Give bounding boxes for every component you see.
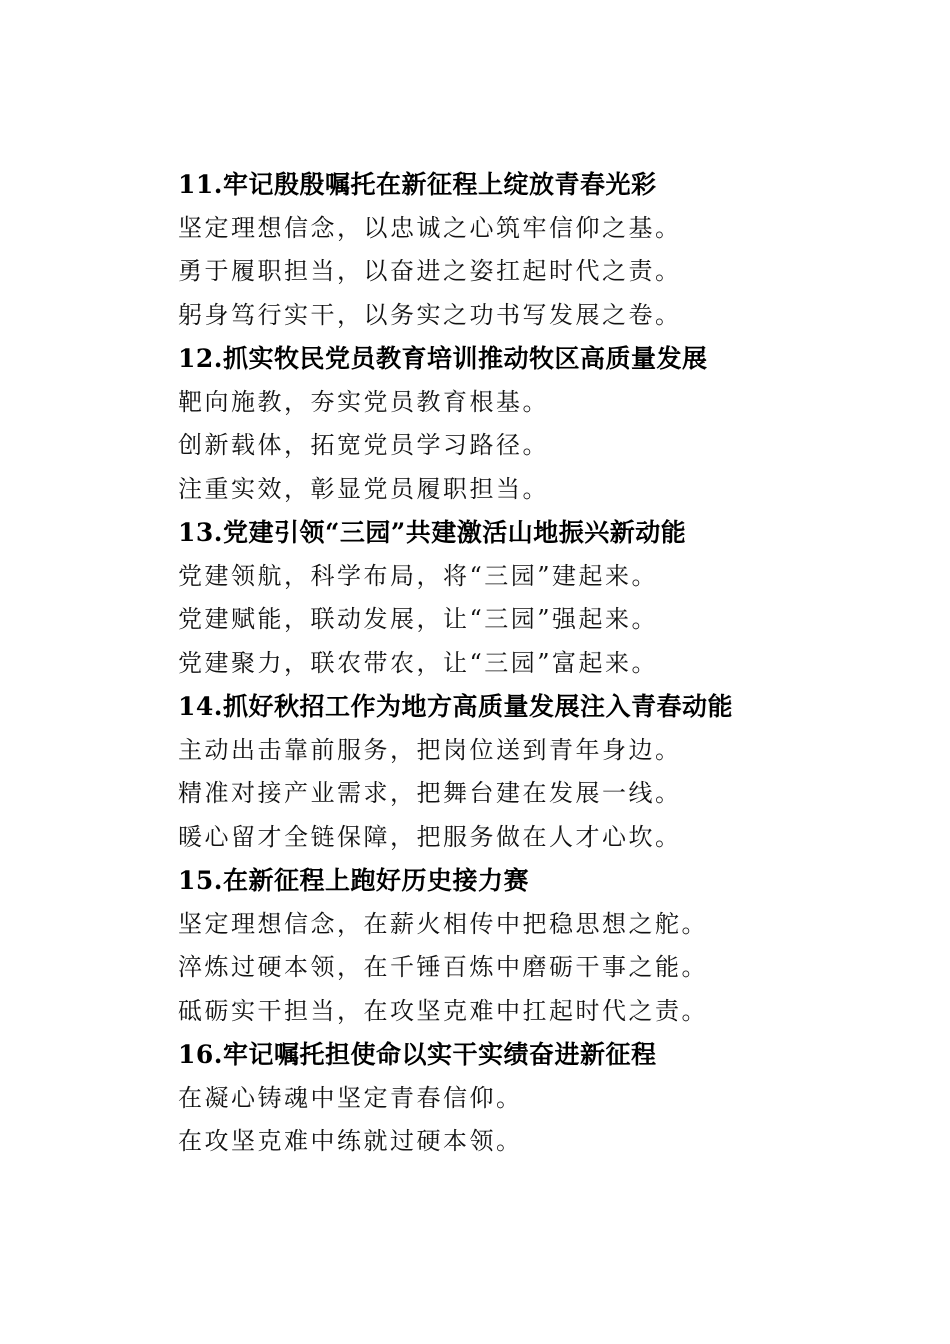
section-14 bbox=[178, 685, 898, 859]
section-15 bbox=[178, 859, 898, 1033]
section-heading: 12.抓实牧民党员教育培训推动牧区高质量发展 bbox=[178, 344, 708, 373]
section-line: 党建聚力，联农带农，让“三园”富起来。 bbox=[178, 648, 659, 677]
section-heading: 15.在新征程上跑好历史接力赛 bbox=[178, 866, 529, 895]
section-line: 注重实效，彰显党员履职担当。 bbox=[178, 474, 549, 503]
section-heading: 11.牢记殷殷嘱托在新征程上绽放青春光彩 bbox=[178, 170, 657, 199]
section-line: 党建赋能，联动发展，让“三园”强起来。 bbox=[178, 605, 659, 633]
section-line: 坚定理想信念，以忠诚之心筑牢信仰之基。 bbox=[178, 213, 682, 242]
section-heading: 14.抓好秋招工作为地方高质量发展注入青春动能 bbox=[178, 692, 733, 721]
section-line: 砥砺实干担当，在攻坚克难中扛起时代之责。 bbox=[178, 996, 708, 1025]
section-line: 躬身笃行实干，以务实之功书写发展之卷。 bbox=[178, 300, 682, 329]
section-line: 创新载体，拓宽党员学习路径。 bbox=[178, 431, 549, 459]
section-heading: 16.牢记嘱托担使命以实干实绩奋进新征程 bbox=[178, 1040, 657, 1069]
section-line: 坚定理想信念，在薪火相传中把稳思想之舵。 bbox=[178, 909, 708, 938]
section-line: 靶向施教，夯实党员教育根基。 bbox=[178, 387, 549, 416]
section-line: 淬炼过硬本领，在千锤百炼中磨砺干事之能。 bbox=[178, 953, 708, 981]
section-heading: 13.党建引领“三园”共建激活山地振兴新动能 bbox=[178, 518, 687, 547]
section-13 bbox=[178, 511, 898, 685]
section-11 bbox=[178, 163, 898, 337]
document-body bbox=[178, 163, 898, 1164]
section-line: 在攻坚克难中练就过硬本领。 bbox=[178, 1127, 523, 1155]
section-12 bbox=[178, 337, 898, 511]
section-16 bbox=[178, 1033, 898, 1164]
section-line: 暖心留才全链保障，把服务做在人才心坎。 bbox=[178, 822, 682, 851]
section-line: 勇于履职担当，以奋进之姿扛起时代之责。 bbox=[178, 257, 682, 285]
section-line: 精准对接产业需求，把舞台建在发展一线。 bbox=[178, 779, 682, 807]
section-line: 主动出击靠前服务，把岗位送到青年身边。 bbox=[178, 735, 682, 764]
section-line: 党建领航，科学布局，将“三园”建起来。 bbox=[178, 561, 659, 590]
section-line: 在凝心铸魂中坚定青春信仰。 bbox=[178, 1083, 523, 1112]
